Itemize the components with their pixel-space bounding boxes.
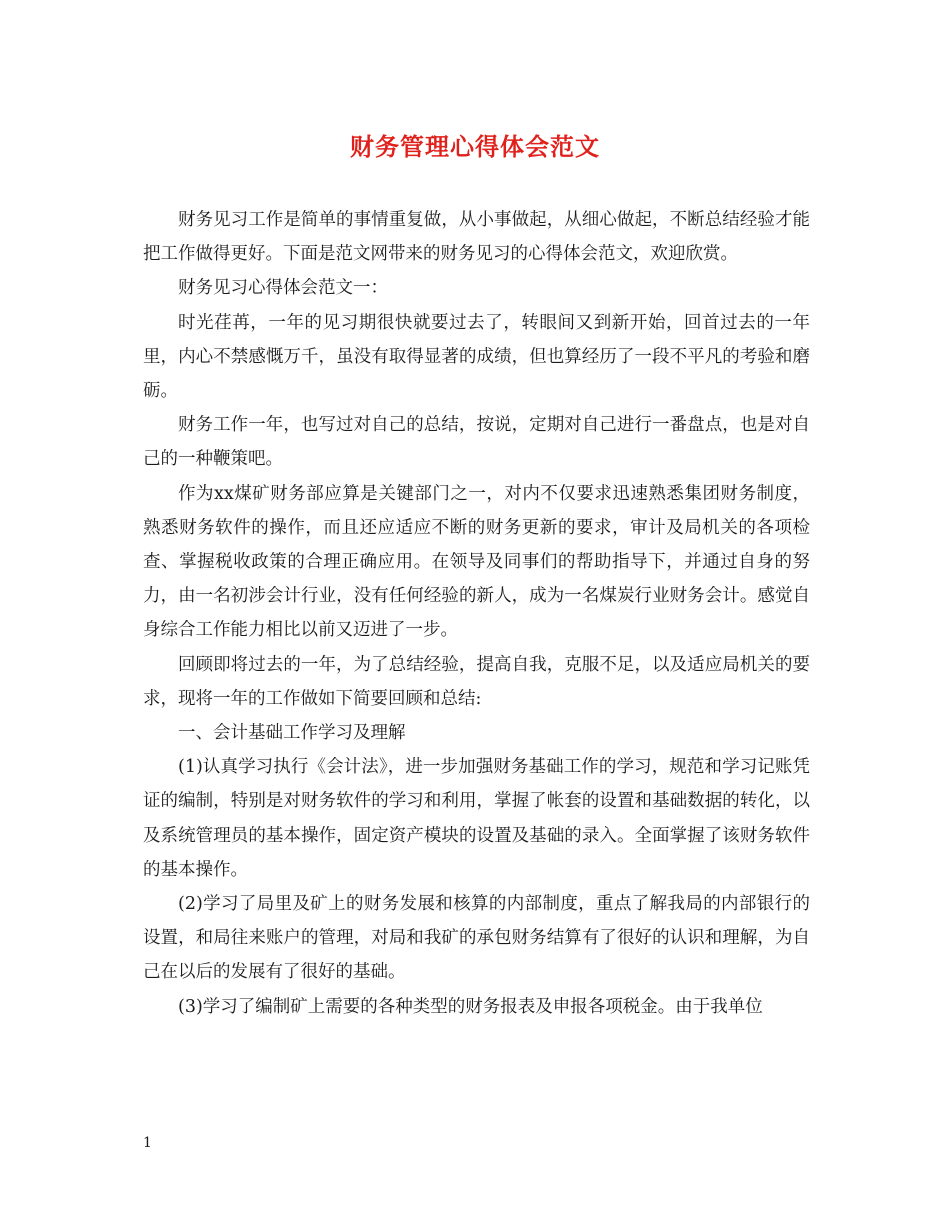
document-body bbox=[143, 203, 810, 1024]
paragraph: 作为xx煤矿财务部应算是关键部门之一，对内不仅要求迅速熟悉集团财务制度，熟悉财务软件的操作，而且还应适应不断的财务更新的要求，审计及局机关的各项检查、掌握税收政策的合理正确应用。在领导及同事们的帮助指导下，并通过自身的努力，由一名初涉会计行业，没有任何经验的新人，成为一名煤炭行业财务会计。感觉自身综合工作能力相比以前又迈进了一步。 bbox=[143, 483, 810, 641]
page-number: 1 bbox=[143, 1135, 152, 1151]
paragraph: 财务工作一年，也写过对自己的总结，按说，定期对自己进行一番盘点，也是对自己的一种鞭策吧。 bbox=[143, 415, 810, 470]
paragraph: 回顾即将过去的一年，为了总结经验，提高自我，克服不足，以及适应局机关的要求，现将一年的工作做如下简要回顾和总结: bbox=[143, 654, 810, 709]
paragraph: 时光荏苒，一年的见习期很快就要过去了，转眼间又到新开始，回首过去的一年里，内心不禁感慨万千，虽没有取得显著的成绩，但也算经历了一段不平凡的考验和磨砺。 bbox=[143, 312, 810, 402]
paragraph-list-item: (1)认真学习执行《会计法》，进一步加强财务基础工作的学习，规范和学习记账凭证的编制，特别是对财务软件的学习和利用，掌握了帐套的设置和基础数据的转化，以及系统管理员的基本操作，固定资产模块的设置及基础的录入。全面掌握了该财务软件的基本操作。 bbox=[143, 757, 810, 880]
paragraph-subheading: 一、会计基础工作学习及理解 bbox=[178, 723, 406, 744]
paragraph-list-item: (2)学习了局里及矿上的财务发展和核算的内部制度，重点了解我局的内部银行的设置，和局往来账户的管理，对局和我矿的承包财务结算有了很好的认识和理解，为自己在以后的发展有了很好的基础。 bbox=[143, 894, 810, 983]
paragraph-intro: 财务见习工作是简单的事情重复做，从小事做起，从细心做起，不断总结经验才能把工作做得更好。下面是范文网带来的财务见习的心得体会范文，欢迎欣赏。 bbox=[143, 210, 810, 265]
paragraph-list-item: (3)学习了编制矿上需要的各种类型的财务报表及申报各项税金。由于我单位 bbox=[178, 996, 763, 1017]
document-title: 财务管理心得体会范文 bbox=[350, 132, 600, 161]
paragraph-section-heading: 财务见习心得体会范文一： bbox=[178, 278, 388, 299]
